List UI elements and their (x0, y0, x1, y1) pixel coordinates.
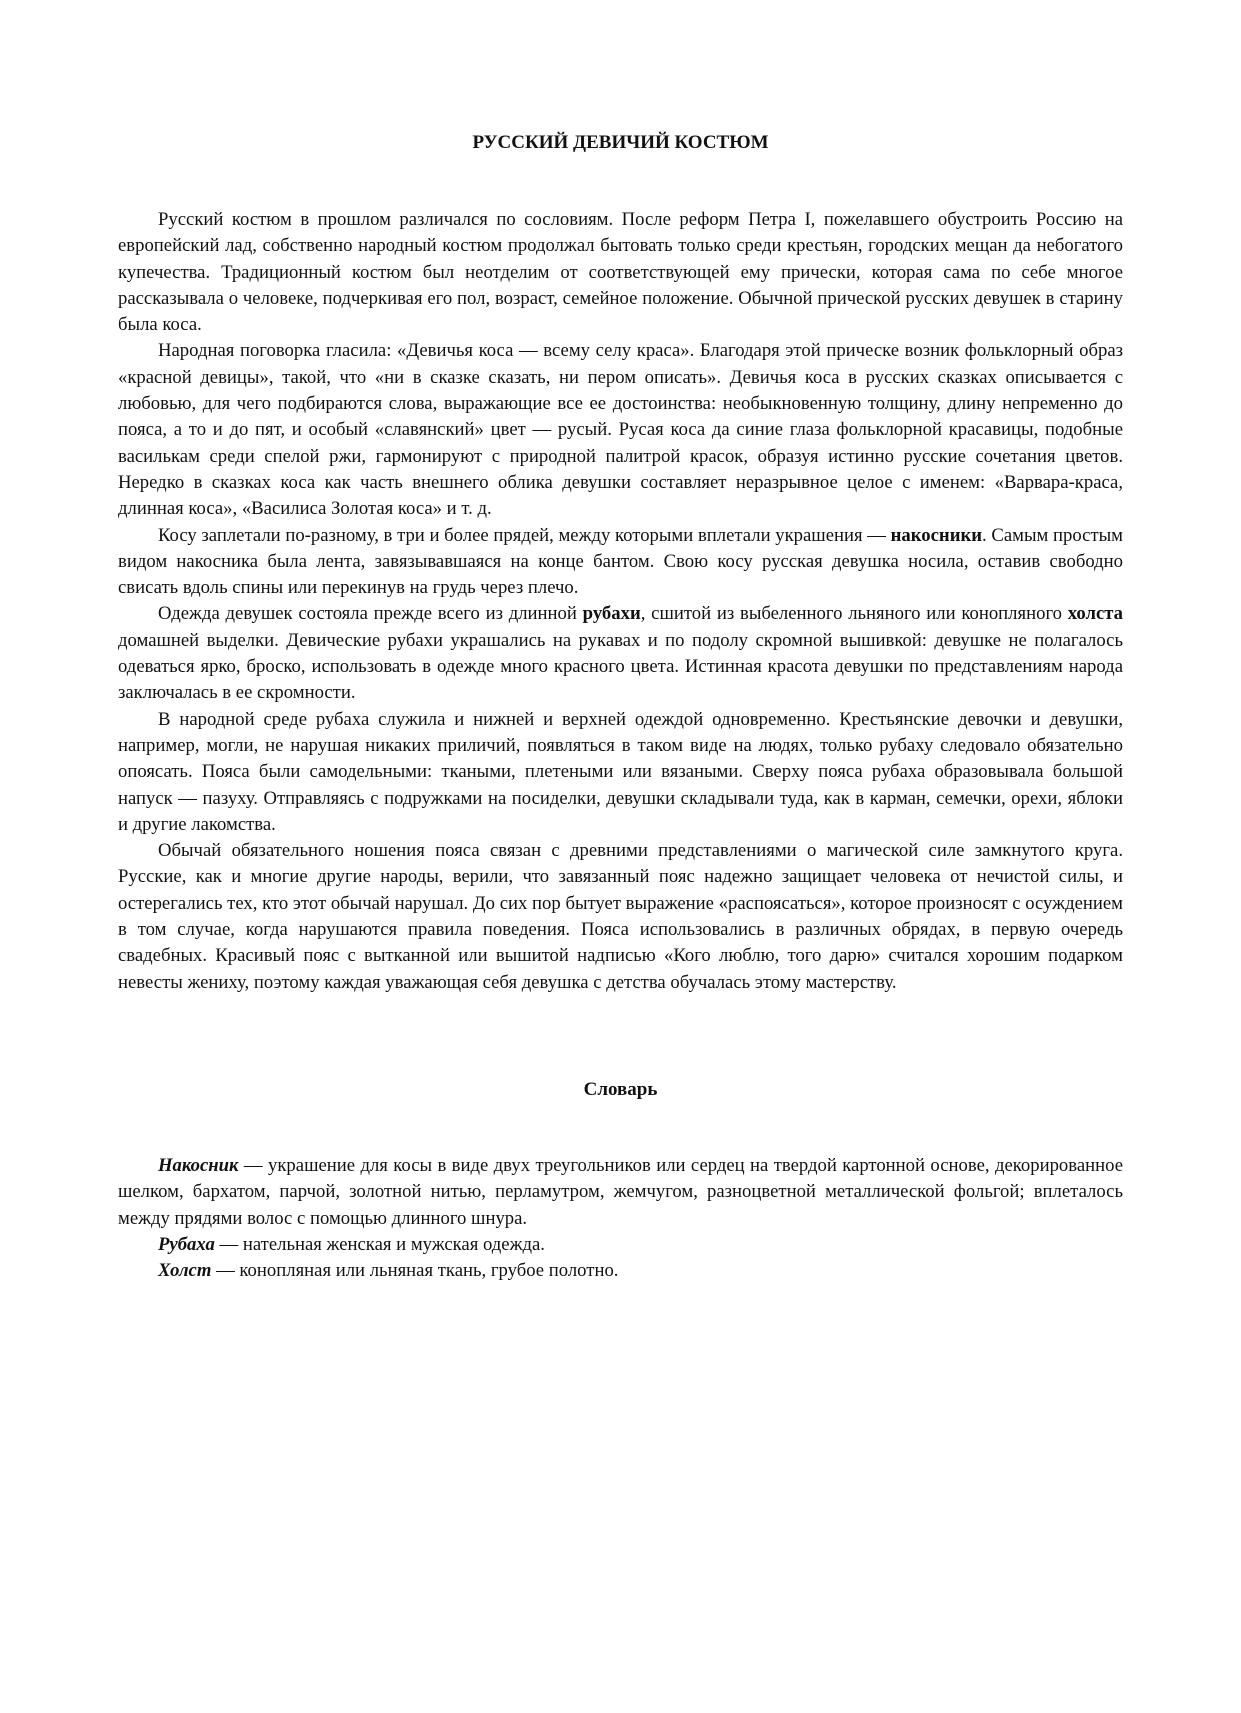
paragraph-2 (118, 338, 1123, 522)
glossary-definition: — украшение для косы в виде двух треугольников или сердец на твердой картонной основе, декорированное шелком, бархатом, парчой, золотной нитью, перламутром, жемчугом, разноцветной металлической фольгой; вплеталось между прядями волос с помощью длинного шнура. (118, 1154, 1123, 1229)
paragraph-text: , сшитой из выбеленного льняного или конопляного (640, 603, 1068, 625)
paragraph-5 (118, 707, 1123, 838)
glossary-title: Словарь (583, 1078, 658, 1100)
paragraph-text: Обычай обязательного ношения пояса связан с древними представлениями о магической силе замкнутого круга. Русские, как и многие другие народы, верили, что завязанный пояс надежно защищает человека от нечистой силы, и остерегались тех, кто этот обычай нарушал. До сих пор бытует выражение «распоясаться», которое произносят с осуждением в том случае, когда нарушаются правила поведения. Пояса использовались в различных обрядах, в первую очередь свадебных. Красивый пояс с вытканной или вышитой надписью «Кого люблю, того дарю» считался хорошим подарком невесты жениху, поэтому каждая уважающая себя девушка с детства обучалась этому мастерству. (118, 840, 1123, 993)
glossary-entry (118, 1153, 1123, 1232)
article-body (118, 207, 1123, 996)
document-title: РУССКИЙ ДЕВИЧИЙ КОСТЮМ (472, 132, 769, 153)
paragraph-6 (118, 838, 1123, 996)
paragraph-text: Одежда девушек состояла прежде всего из длинной (158, 603, 583, 625)
glossary-entry (118, 1232, 1123, 1258)
paragraph-3 (118, 523, 1123, 602)
glossary-term: Рубаха (158, 1233, 215, 1255)
paragraph-text: Народная поговорка гласила: «Девичья коса — всему селу краса». Благодаря этой прическе возник фольклорный образ «красной девицы», такой, что «ни в сказке сказать, ни пером описать». Девичья коса в русских сказках описывается с любовью, для чего подбираются слова, выражающие все ее достоинства: необыкновенную толщину, длину непременно до пояса, а то и до пят, и особый «славянский» цвет — русый. Русая коса да синие глаза фольклорной красавицы, подобные василькам среди спелой ржи, гармонируют с природной палитрой красок, образуя истинно русские сочетания цветов. Нередко в сказках коса как часть внешнего облика девушки составляет неразрывное целое с именем: «Варвара-краса, длинная коса», «Василиса Золотая коса» и т. д. (118, 340, 1123, 520)
paragraph-text: домашней выделки. Девические рубахи украшались на рукавах и по подолу скромной вышивкой: девушке не полагалось одеваться ярко, броско, использовать в одежде много красного цвета. Истинная красота девушки по представлениям народа заключалась в ее скромности. (118, 629, 1123, 704)
glossary-entry (118, 1258, 1123, 1284)
glossary (118, 1153, 1123, 1284)
bold-term-kholsta: холста (1067, 603, 1124, 625)
glossary-term: Накосник (158, 1154, 239, 1176)
glossary-definition: — нательная женская и мужская одежда. (214, 1233, 545, 1255)
bold-term-nakosniki: накосники (890, 524, 982, 546)
document-page (118, 0, 1123, 1284)
paragraph-text: В народной среде рубаха служила и нижней и верхней одеждой одновременно. Крестьянские девочки и девушки, например, могли, не нарушая никаких приличий, появляться в таком виде на людях, только рубаху следовало обязательно опоясать. Пояса были самодельными: ткаными, плетеными или вязаными. Сверху пояса рубаха образовывала большой напуск — пазуху. Отправляясь с подружками на посиделки, девушки складывали туда, как в карман, семечки, орехи, яблоки и другие лакомства. (118, 708, 1123, 835)
paragraph-text: . Самым простым видом накосника была лента, завязывавшаяся на конце бантом. Свою косу русская девушка носила, оставив свободно свисать вдоль спины или перекинув на грудь через плечо. (118, 524, 1124, 599)
glossary-term: Холст (158, 1260, 212, 1282)
paragraph-4 (118, 601, 1123, 706)
paragraph-text: Русский костюм в прошлом различался по сословиям. После реформ Петра I, пожелавшего обустроить Россию на европейский лад, собственно народный костюм продолжал бытовать только среди крестьян, городских мещан да небогатого купечества. Традиционный костюм был неотделим от соответствующей ему прически, которая сама по себе многое рассказывала о человеке, подчеркивая его пол, возраст, семейное положение. Обычной прической русских девушек в старину была коса. (118, 209, 1123, 336)
paragraph-text: Косу заплетали по-разному, в три и более прядей, между которыми вплетали украшения — (158, 524, 891, 546)
paragraph-1 (118, 207, 1123, 338)
bold-term-rubakhi: рубахи (582, 603, 641, 625)
glossary-definition: — конопляная или льняная ткань, грубое полотно. (211, 1260, 619, 1282)
